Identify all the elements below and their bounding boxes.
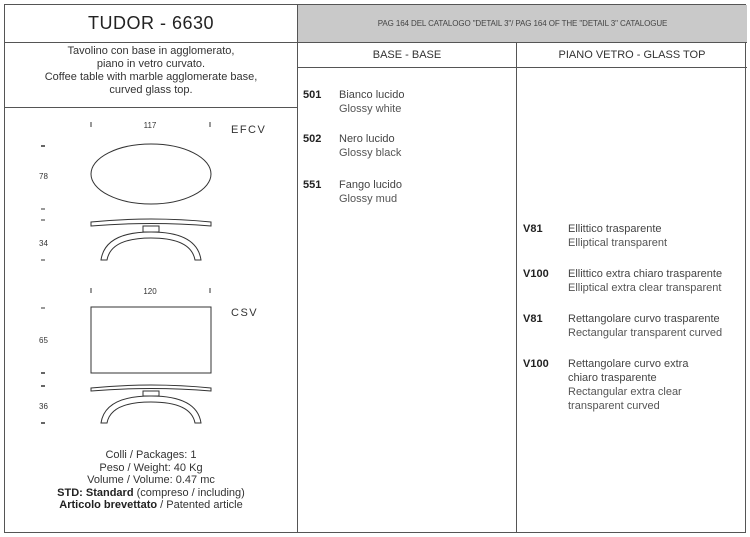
patent-label: Articolo brevettato	[59, 499, 158, 511]
desc-en-line2: curved glass top.	[109, 84, 193, 96]
glass-top-item-name-it: Ellittico extra chiaro trasparente	[568, 268, 723, 280]
base-item	[303, 178, 508, 206]
glass-top-item-name-en: Elliptical extra clear transparent	[568, 282, 722, 294]
rect-width-label: 120	[143, 287, 157, 296]
glass-top-item	[523, 222, 743, 250]
base-item-code: 501	[303, 89, 322, 101]
oval-side-height-label: 34	[39, 239, 48, 248]
base-column-header: BASE - BASE	[372, 49, 442, 61]
package-info	[5, 449, 297, 512]
desc-it-line2: piano in vetro curvato.	[96, 58, 206, 70]
product-title: TUDOR - 6630	[87, 13, 215, 33]
oval-width-label: 117	[143, 121, 157, 130]
glass-top-item	[523, 357, 743, 413]
glass-top-item	[523, 312, 743, 340]
glass-top-item-name-it: Rettangolare curvo extra	[568, 358, 689, 370]
rect-side-view	[39, 385, 211, 423]
glass-top-item-code: V81	[523, 223, 543, 235]
base-item-name-it: Nero lucido	[339, 133, 395, 145]
rect-top-view	[39, 287, 258, 373]
oval-code-label: EFCV	[231, 124, 267, 136]
standard-note: (compreso / including)	[133, 486, 245, 499]
patent-note: / Patented article	[157, 499, 243, 511]
weight-info: Peso / Weight: 40 Kg	[99, 461, 203, 474]
glass-top-item-name-en: Rectangular extra clear	[568, 386, 682, 398]
rect-side-height-label: 36	[39, 402, 48, 411]
rect-height-label: 65	[39, 336, 48, 345]
desc-en-line1: Coffee table with marble agglomerate base,	[44, 71, 258, 83]
oval-side-view	[39, 219, 211, 260]
divider-left	[297, 5, 298, 532]
base-item-name-en: Glossy black	[339, 147, 402, 159]
divider-col-header	[297, 67, 747, 68]
spec-sheet	[4, 4, 746, 533]
glass-top-item-code: V81	[523, 313, 543, 325]
glass-top-item-code: V100	[523, 268, 549, 280]
base-item-name-en: Glossy mud	[339, 193, 398, 205]
volume-info: Volume / Volume: 0.47 mc	[87, 474, 215, 486]
catalogue-reference: PAG 164 DEL CATALOGO "DETAIL 3"/ PAG 164 OF THE "DETAIL 3" CATALOGUE	[298, 5, 747, 42]
base-item-name-it: Fango lucido	[339, 179, 402, 191]
packages-count: Colli / Packages: 1	[105, 449, 197, 461]
rect-code-label: CSV	[231, 307, 259, 319]
glass-top-column-header: PIANO VETRO - GLASS TOP	[558, 49, 706, 61]
glass-top-item-name-en: Rectangular transparent curved	[568, 327, 723, 339]
oval-height-label: 78	[39, 172, 48, 181]
glass-top-item-name-it: Rettangolare curvo trasparente	[568, 313, 720, 325]
glass-top-item	[523, 267, 743, 295]
glass-top-item-name-it: Ellittico trasparente	[568, 223, 662, 235]
base-item-name-en: Glossy white	[339, 103, 402, 115]
technical-drawings	[5, 108, 297, 438]
base-item	[303, 88, 508, 116]
glass-top-item-name-en: Elliptical transparent	[568, 237, 668, 249]
divider-right	[516, 42, 517, 532]
desc-it-line1: Tavolino con base in agglomerato,	[67, 45, 235, 57]
base-item	[303, 132, 508, 160]
glass-top-item-name-it: chiaro trasparente	[568, 372, 657, 384]
base-item-code: 502	[303, 133, 322, 145]
glass-top-item-name-en: transparent curved	[568, 400, 660, 412]
oval-top-view	[39, 121, 266, 209]
base-item-code: 551	[303, 179, 322, 191]
glass-top-item-code: V100	[523, 358, 549, 370]
product-description	[5, 45, 297, 97]
standard-label: STD: Standard	[57, 486, 134, 499]
base-item-name-it: Bianco lucido	[339, 89, 405, 101]
standard-info	[5, 487, 297, 500]
patent-info	[5, 499, 297, 512]
